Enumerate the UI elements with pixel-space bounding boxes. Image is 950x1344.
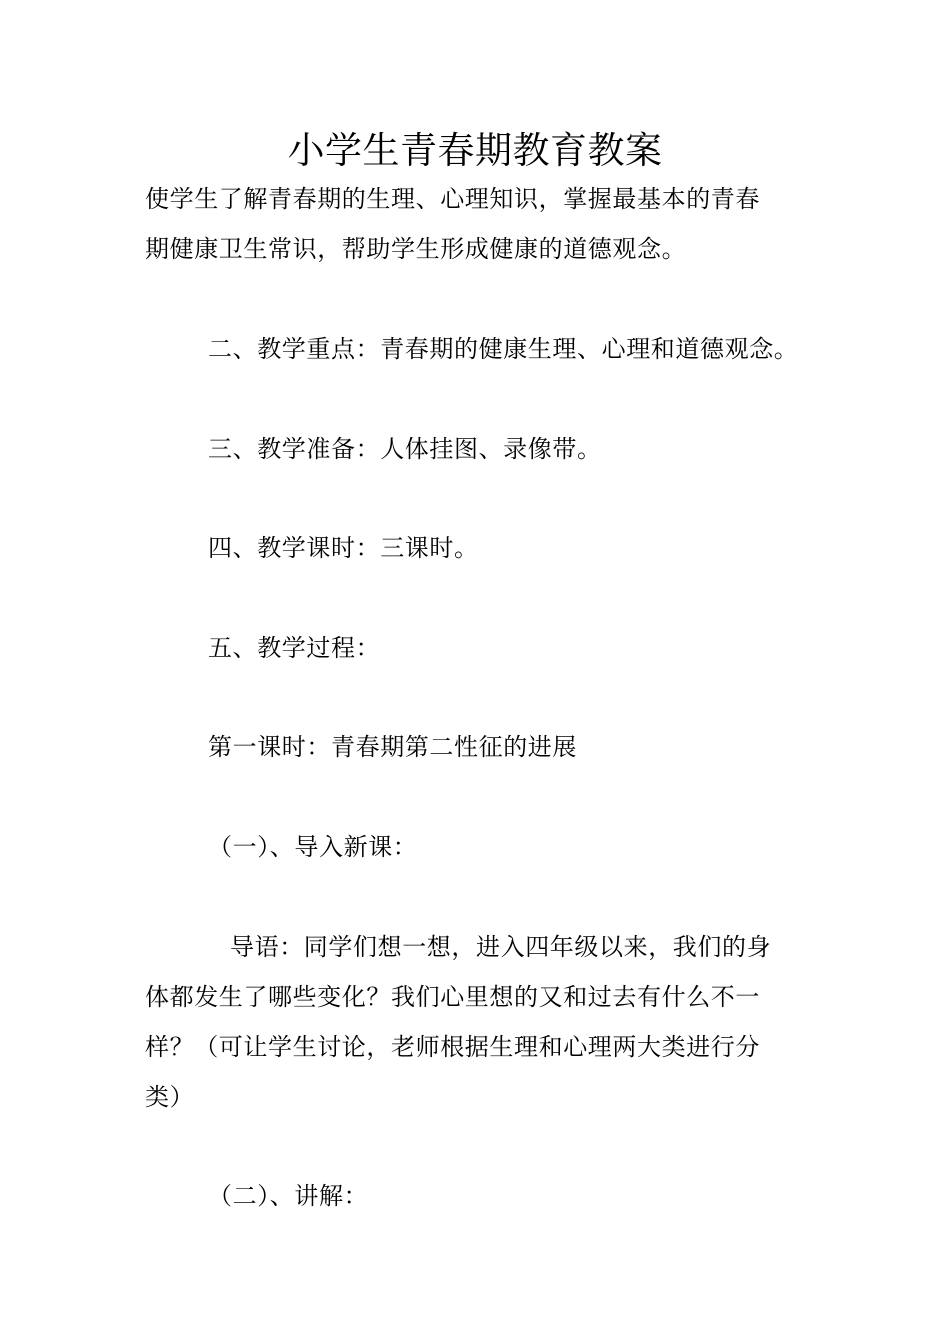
lead-in-line-1: 导语：同学们想一想，进入四年级以来，我们的身 xyxy=(230,933,772,961)
section-preparation: 三、教学准备：人体挂图、录像带。 xyxy=(208,435,602,463)
section-process: 五、教学过程： xyxy=(208,634,381,662)
lead-in-line-3: 样？（可让学生讨论，老师根据生理和心理两大类进行分 xyxy=(145,1033,760,1061)
part-one-heading: （一）、导入新课： xyxy=(208,833,418,861)
document-title: 小学生青春期教育教案 xyxy=(287,129,663,172)
intro-line-1: 使学生了解青春期的生理、心理知识，掌握最基本的青春 xyxy=(145,185,760,213)
part-two-heading: （二）、讲解： xyxy=(208,1182,369,1210)
section-class-hours: 四、教学课时：三课时。 xyxy=(208,534,479,562)
section-key-points: 二、教学重点：青春期的健康生理、心理和道德观念。 xyxy=(208,335,799,363)
lead-in-line-4: 类） xyxy=(145,1083,195,1111)
lesson-one-heading: 第一课时：青春期第二性征的进展 xyxy=(208,733,577,761)
intro-line-2: 期健康卫生常识，帮助学生形成健康的道德观念。 xyxy=(145,235,687,263)
lead-in-line-2: 体都发生了哪些变化？我们心里想的又和过去有什么不一 xyxy=(145,983,760,1011)
